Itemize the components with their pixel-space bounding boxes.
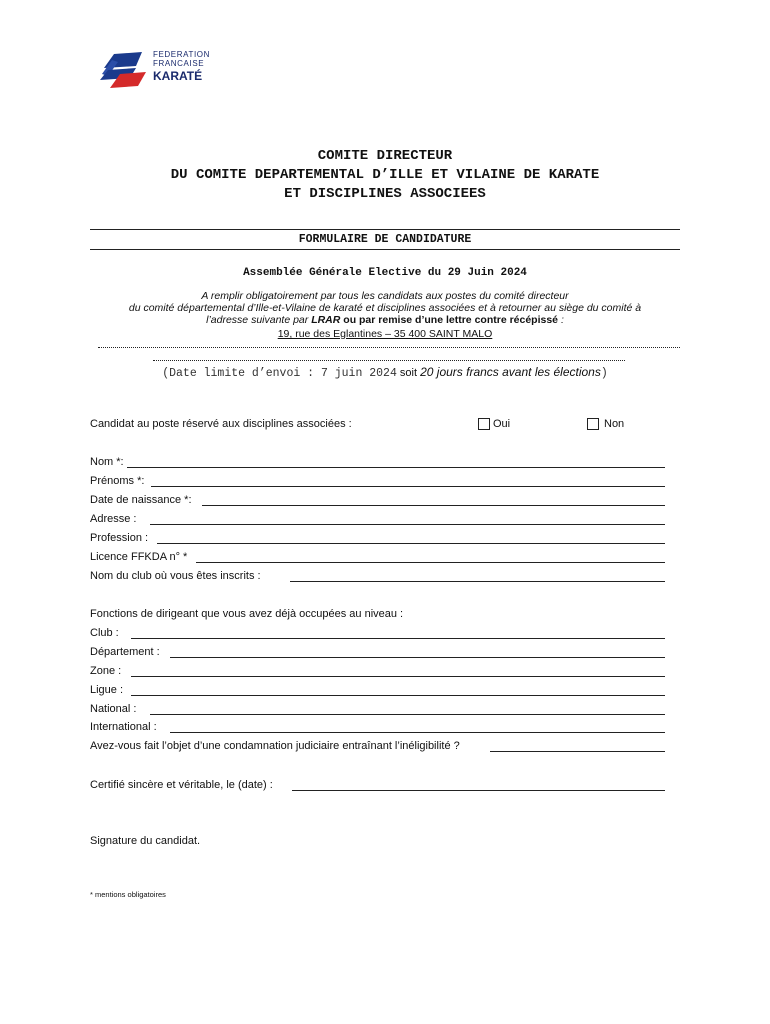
karate-belt-icon [98,48,150,94]
form-title: FORMULAIRE DE CANDIDATURE [298,233,472,246]
footnote: * mentions obligatoires [90,890,166,899]
national-label: National : [90,703,137,715]
nom-label: Nom *: [90,456,124,468]
divider-top [90,229,680,230]
non-label: Non [604,418,625,430]
instructions-pre: l’adresse suivante par [206,314,312,326]
document-title [0,147,770,204]
certify-label: Certifié sincère et véritable, le (date) : [90,779,273,791]
profession-field[interactable] [157,543,665,544]
licence-label: Licence FFKDA n° * [90,551,188,563]
ffk-logo [98,48,248,94]
oui-label: Oui [493,418,511,430]
adresse-field[interactable] [150,524,665,525]
non-checkbox[interactable] [587,418,599,430]
logo-line-2: FRANCAISE [153,59,205,68]
remise-text: ou par remise d’une lettre contre récépissé [340,314,559,326]
international-field[interactable] [170,732,665,733]
address [0,328,770,340]
title-line-2: DU COMITE DEPARTEMENTAL D’ILLE ET VILAINE DE KARATE [170,167,600,183]
address-text: 19, rue des Eglantines – 35 400 SAINT MALO [277,328,493,340]
departement-label: Département : [90,646,160,658]
condamnation-label: Avez-vous fait l’objet d’une condamnation judiciaire entraînant l’inéligibilité ? [90,740,460,752]
profession-label: Profession : [90,532,149,544]
logo-line-3: KARATÉ [153,69,203,83]
lrar-text: LRAR [311,314,341,326]
oui-checkbox[interactable] [478,418,490,430]
deadline-close: ) [600,367,608,380]
naissance-field[interactable] [202,505,665,506]
instructions-line-1: A remplir obligatoirement par tous les candidats aux postes du comité directeur [201,290,569,302]
club-name-label: Nom du club où vous êtes inscrits : [90,570,261,582]
logo-text [153,50,210,83]
certify-date-field[interactable] [292,790,665,791]
club-name-field[interactable] [290,581,665,582]
assembly-title: Assemblée Générale Elective du 29 Juin 2024 [243,267,527,279]
deadline-open: (Date limite d’envoi : 7 juin 2024 [162,367,397,380]
zone-label: Zone : [90,665,122,677]
disciplines-question-label: Candidat au poste réservé aux disciplines associées : [90,418,352,430]
deadline-days: 20 jours francs avant les élections [420,365,601,379]
ligue-field[interactable] [131,695,665,696]
instructions-line-2: du comité départemental d’Ille-et-Vilaine de karaté et disciplines associées et à retourner au siège du comité à [128,302,642,314]
prenoms-label: Prénoms *: [90,475,145,487]
adresse-label: Adresse : [90,513,137,525]
licence-field[interactable] [196,562,665,563]
functions-heading: Fonctions de dirigeant que vous avez déjà occupées au niveau : [90,608,404,620]
international-label: International : [90,721,157,733]
signature-label: Signature du candidat. [90,835,201,847]
divider-bottom [90,249,680,250]
title-line-3: ET DISCIPLINES ASSOCIEES [284,186,486,202]
instructions-post: : [558,314,564,326]
dotted-line-2 [153,360,625,361]
club-function-field[interactable] [131,638,665,639]
title-line-1: COMITE DIRECTEUR [317,148,453,164]
departement-field[interactable] [170,657,665,658]
national-field[interactable] [150,714,665,715]
condamnation-field[interactable] [490,751,665,752]
instructions-line-3 [0,314,770,327]
nom-field[interactable] [127,467,665,468]
ligue-label: Ligue : [90,684,124,696]
dotted-line-1 [98,347,680,348]
deadline [0,365,770,380]
naissance-label: Date de naissance *: [90,494,192,506]
prenoms-field[interactable] [151,486,665,487]
zone-field[interactable] [131,676,665,677]
logo-line-1: FEDERATION [153,50,210,59]
club-function-label: Club : [90,627,119,639]
deadline-soit: soit [396,367,421,379]
